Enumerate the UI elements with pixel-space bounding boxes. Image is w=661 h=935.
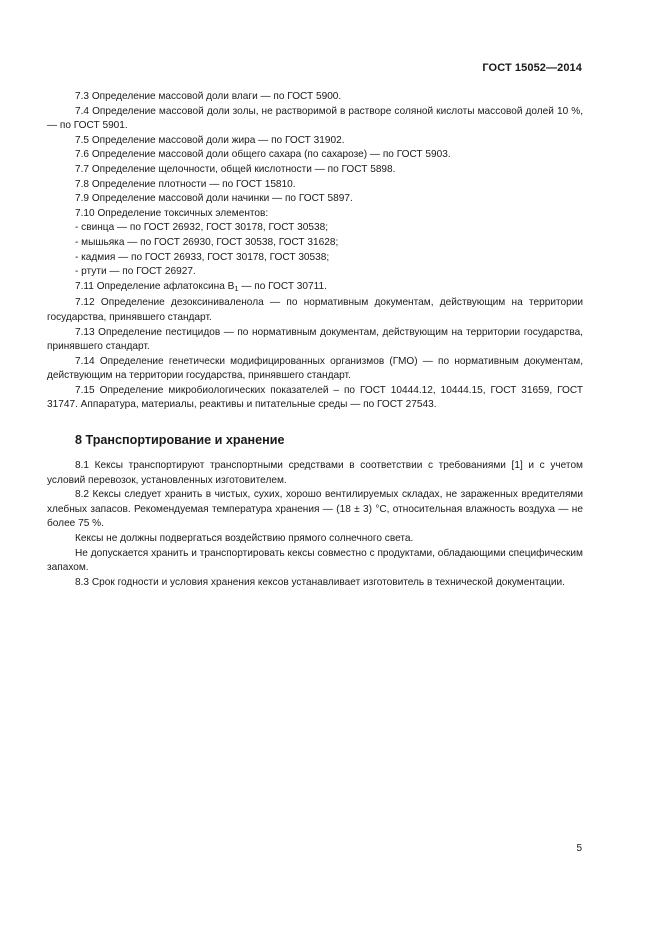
clause-7-8: 7.8 Определение плотности — по ГОСТ 15810. xyxy=(75,178,296,190)
clause-8-2-odor: Не допускается хранить и транспортировать кексы совместно с продуктами, обладающими специфическим запахом. xyxy=(47,547,583,574)
clause-7-15: 7.15 Определение микробиологических показателей – по ГОСТ 10444.12, 10444.15, ГОСТ 31659, ГОСТ 31747. Аппаратура, материалы, реактивы и питательные среды — по ГОСТ 27543. xyxy=(47,384,583,411)
toxic-item-arsenic: - мышьяка — по ГОСТ 26930, ГОСТ 30538, ГОСТ 31628; xyxy=(75,236,339,248)
clause-8-1: 8.1 Кексы транспортируют транспортными средствами в соответствии с требованиями [1] и с учетом условий перевозок, установленных изготовителем. xyxy=(47,460,583,486)
document-code-header: ГОСТ 15052—2014 xyxy=(482,62,582,74)
toxic-item-lead: - свинца — по ГОСТ 26932, ГОСТ 30178, ГОСТ 30538; xyxy=(75,222,329,234)
toxic-item-mercury: - ртути — по ГОСТ 26927. xyxy=(75,266,196,278)
clause-7-10: 7.10 Определение токсичных элементов: xyxy=(75,207,269,219)
clause-7-4: 7.4 Определение массовой доли золы, не растворимой в растворе соляной кислоты массовой долей 10 %, — по ГОСТ 5901. xyxy=(47,105,583,132)
clause-7-11 xyxy=(47,280,583,297)
clause-7-5: 7.5 Определение массовой доли жира — по ГОСТ 31902. xyxy=(75,134,345,146)
clause-8-2-sunlight: Кексы не должны подвергаться воздействию прямого солнечного света. xyxy=(75,533,414,545)
clause-7-6: 7.6 Определение массовой доли общего сахара (по сахарозе) — по ГОСТ 5903. xyxy=(75,149,451,161)
clause-7-13: 7.13 Определение пестицидов — по нормативным документам, действующим на территории государства, принявшего стандарт. xyxy=(47,326,583,353)
clause-7-14: 7.14 Определение генетически модифицированных организмов (ГМО) — по нормативным документам, действующим на территории государства, принявшего стандарт. xyxy=(47,355,583,382)
document-body xyxy=(47,90,583,590)
clause-7-11-subscript: 1 xyxy=(234,283,239,293)
section-8-heading: 8 Транспортирование и хранение xyxy=(75,433,285,448)
clause-8-2: 8.2 Кексы следует хранить в чистых, сухих, хорошо вентилируемых складах, не зараженных вредителями хлебных запасов. Рекомендуемая температура хранения — (18 ± 3) °С, относительная влажность воздуха — не более 75 %. xyxy=(47,489,583,530)
clause-8-3: 8.3 Срок годности и условия хранения кексов устанавливает изготовитель в технической документации. xyxy=(75,576,565,588)
clause-7-11-prefix: 7.11 Определение афлатоксина В xyxy=(75,280,235,292)
clause-7-7: 7.7 Определение щелочности, общей кислотности — по ГОСТ 5898. xyxy=(75,163,396,175)
toxic-item-cadmium: - кадмия — по ГОСТ 26933, ГОСТ 30178, ГОСТ 30538; xyxy=(75,251,330,263)
clause-7-12: 7.12 Определение дезоксиниваленола — по нормативным документам, действующим на территории государства, принявшего стандарт. xyxy=(47,297,583,323)
page-number: 5 xyxy=(576,843,582,854)
clause-7-9: 7.9 Определение массовой доли начинки — по ГОСТ 5897. xyxy=(75,193,353,205)
clause-7-11-suffix: — по ГОСТ 30711. xyxy=(238,280,327,292)
clause-7-3: 7.3 Определение массовой доли влаги — по ГОСТ 5900. xyxy=(75,91,342,102)
